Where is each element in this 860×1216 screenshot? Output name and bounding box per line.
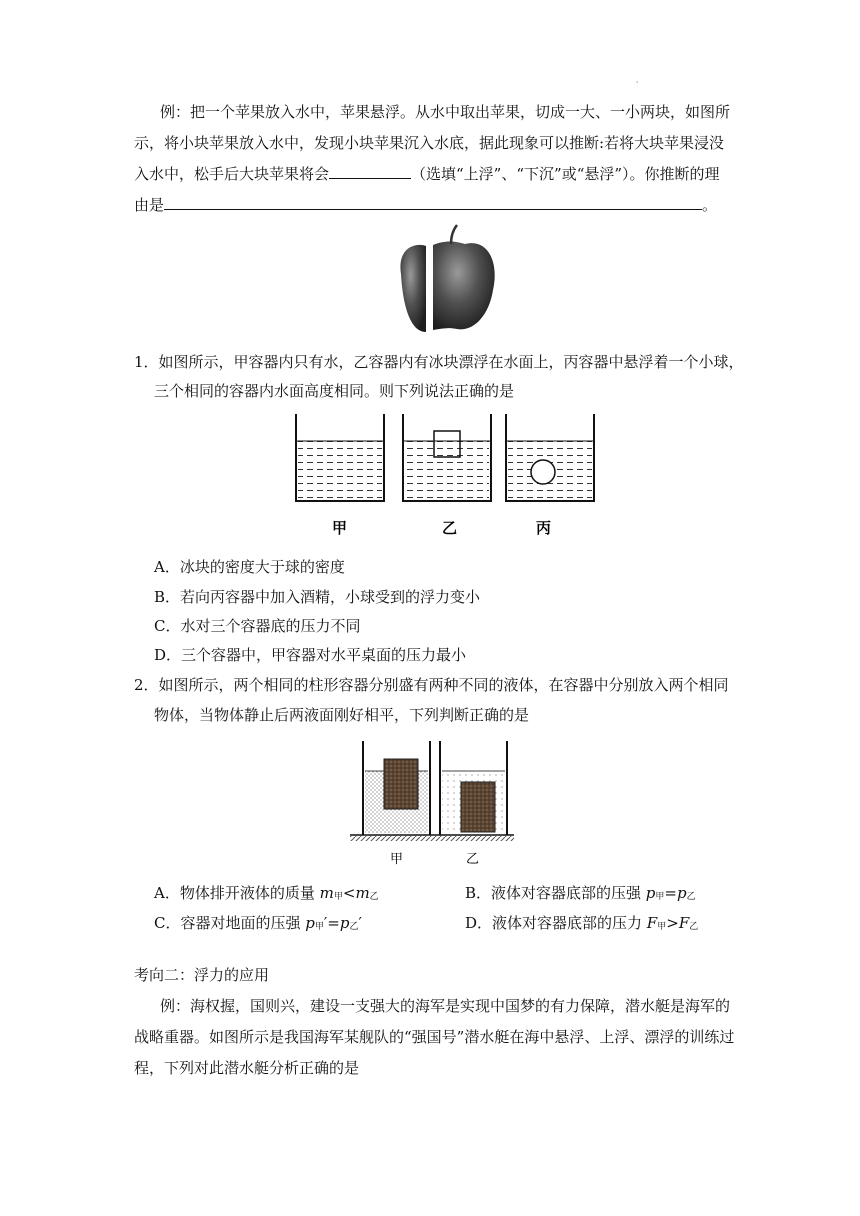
fig2-label-yi: 乙: [466, 852, 480, 867]
example1-line2: 示，将小块苹果放入水中，发现小块苹果沉入水底，据此现象可以推断:若将大块苹果浸没: [134, 134, 725, 152]
fig1-label-jia: 甲: [332, 519, 348, 537]
section2-line1: 例：海权握，国则兴，建设一支强大的海军是实现中国梦的有力保障，潜水艇是海军的: [160, 997, 731, 1015]
answer-blank-2[interactable]: [164, 195, 702, 210]
container-jia-2: [363, 741, 430, 835]
container-yi-2: [440, 741, 507, 835]
q1-option-d: D．三个容器中，甲容器对水平桌面的压力最小: [154, 646, 467, 664]
q1-figure: [286, 410, 602, 540]
suspended-ball: [531, 460, 555, 484]
q2-option-b: B．液体对容器底部的压强 p甲=p乙: [465, 884, 696, 902]
example1-line4-b: 。: [702, 196, 718, 214]
section2-heading: 考向二：浮力的应用: [134, 966, 270, 984]
fig2-label-jia: 甲: [390, 852, 404, 867]
q2-line2: 物体，当物体静止后两液面刚好相平，下列判断正确的是: [154, 706, 530, 724]
q1-option-b: B．若向丙容器中加入酒精，小球受到的浮力变小: [154, 588, 481, 606]
example1-line4-a: 由是: [134, 196, 165, 214]
container-bing: [506, 414, 594, 501]
page-mark: ': [636, 80, 639, 89]
container-yi: [403, 414, 491, 501]
example1-line4: [134, 195, 717, 215]
q1-option-c: C．水对三个容器底的压力不同: [154, 617, 361, 635]
section2-line3: 程，下列对此潜水艇分析正确的是: [134, 1059, 360, 1077]
q1-line2: 三个相同的容器内水面高度相同。则下列说法正确的是: [154, 382, 515, 400]
large-apple-piece: [433, 242, 495, 331]
example1-line3-b: （选填“上浮”、“下沉”或“悬浮”）。你推断的理: [411, 165, 720, 183]
small-apple-piece: [400, 245, 426, 332]
q1-line1: 1．如图所示，甲容器内只有水，乙容器内有冰块漂浮在水面上，丙容器中悬浮着一个小球，: [134, 353, 744, 371]
object-suspended: [461, 782, 495, 832]
answer-blank-1[interactable]: [329, 164, 411, 179]
container-jia: [296, 414, 384, 501]
section2-line2: 战略重器。如图所示是我国海军某舰队的“强国号”潜水艇在海中悬浮、上浮、漂浮的训练过: [134, 1028, 735, 1046]
fig1-label-bing: 丙: [536, 519, 552, 537]
example1-line3-a: 入水中，松手后大块苹果将会: [134, 165, 330, 183]
object-floating: [384, 759, 418, 809]
q1-option-a: A．冰块的密度大于球的密度: [154, 558, 345, 576]
ground-hatch: [350, 836, 514, 841]
example1-line1: 例：把一个苹果放入水中，苹果悬浮。从水中取出苹果，切成一大、一小两块，如图所: [160, 103, 731, 121]
example1-line3: [134, 164, 720, 184]
q2-figure: [350, 737, 514, 871]
apple-figure: [393, 224, 503, 336]
fig1-label-yi: 乙: [442, 519, 458, 537]
q2-option-c: C．容器对地面的压强 p甲′=p乙′: [154, 914, 362, 932]
q2-line1: 2．如图所示，两个相同的柱形容器分别盛有两种不同的液体，在容器中分别放入两个相同: [134, 676, 729, 694]
q2-option-d: D．液体对容器底部的压力 F甲>F乙: [465, 914, 699, 932]
q2-option-a: A．物体排开液体的质量 m甲<m乙: [154, 884, 379, 902]
apple-stem: [451, 225, 457, 244]
